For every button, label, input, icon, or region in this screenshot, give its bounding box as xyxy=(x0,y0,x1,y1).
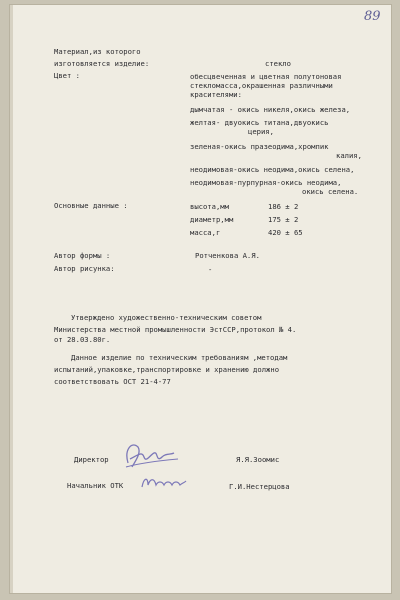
basic-data-name: масса,г xyxy=(190,228,221,237)
basic-data-value: 175 ± 2 xyxy=(268,215,299,224)
color-line: церия, xyxy=(248,127,274,136)
otk-signature xyxy=(138,471,188,493)
basic-data-name: высота,мм xyxy=(190,202,229,211)
color-label: Цвет : xyxy=(54,71,80,80)
basic-data-label: Основные данные : xyxy=(54,201,128,210)
color-line: зеленая-окись празеодима,хромпик xyxy=(190,142,329,151)
director-label: Директор xyxy=(74,455,109,464)
color-line: окись селена. xyxy=(302,187,359,196)
material-value: стекло xyxy=(265,59,291,68)
approval-line: от 28.03.80г. xyxy=(54,335,111,344)
drawing-author-label: Автор рисунка: xyxy=(54,264,115,273)
color-line: неодимовая-окись неодима,окись селена, xyxy=(190,165,355,174)
form-author-value: Ротченкова А.Я. xyxy=(195,251,260,260)
color-line: неодимовая-пурпурная-окись неодима, xyxy=(190,178,342,187)
basic-data-value: 420 ± 65 xyxy=(268,228,303,237)
color-line: обесцвеченная и цветная полутоновая xyxy=(190,72,342,81)
material-label-line-1: Материал,из которого xyxy=(54,47,141,56)
basic-data-name: диаметр,мм xyxy=(190,215,234,224)
document-sheet xyxy=(9,4,392,594)
requirements-line: соответствовать ОСТ 21-4-77 xyxy=(54,377,171,386)
otk-label: Начальник ОТК xyxy=(67,481,124,490)
color-line: дымчатая - окись никеля,окись железа, xyxy=(190,105,351,114)
color-line: стекломасса,окрашенная различными xyxy=(190,81,333,90)
approval-line: Утверждено художественно-техническим советом xyxy=(71,313,262,322)
material-label-line-2: изготовляется изделие: xyxy=(54,59,150,68)
director-name: Я.Я.Зоомис xyxy=(236,455,280,464)
basic-data-value: 186 ± 2 xyxy=(268,202,299,211)
requirements-line: испытаний,упаковке,транспортировке и хранению должно xyxy=(54,365,280,374)
color-line: красителями: xyxy=(190,90,242,99)
director-signature xyxy=(120,437,182,471)
form-author-label: Автор формы : xyxy=(54,251,111,260)
color-line: калия, xyxy=(336,151,362,160)
color-line: желтая- двуокись титана,двуокись xyxy=(190,118,329,127)
binding-edge xyxy=(10,5,13,593)
otk-name: Г.И.Нестерцова xyxy=(229,482,290,491)
approval-line: Министерства местной промышленности ЭстССР,протокол № 4. xyxy=(54,325,297,334)
requirements-line: Данное изделие по техническим требованиям ,методам xyxy=(71,353,288,362)
page-number: 89 xyxy=(364,9,381,24)
drawing-author-value: - xyxy=(208,265,213,274)
